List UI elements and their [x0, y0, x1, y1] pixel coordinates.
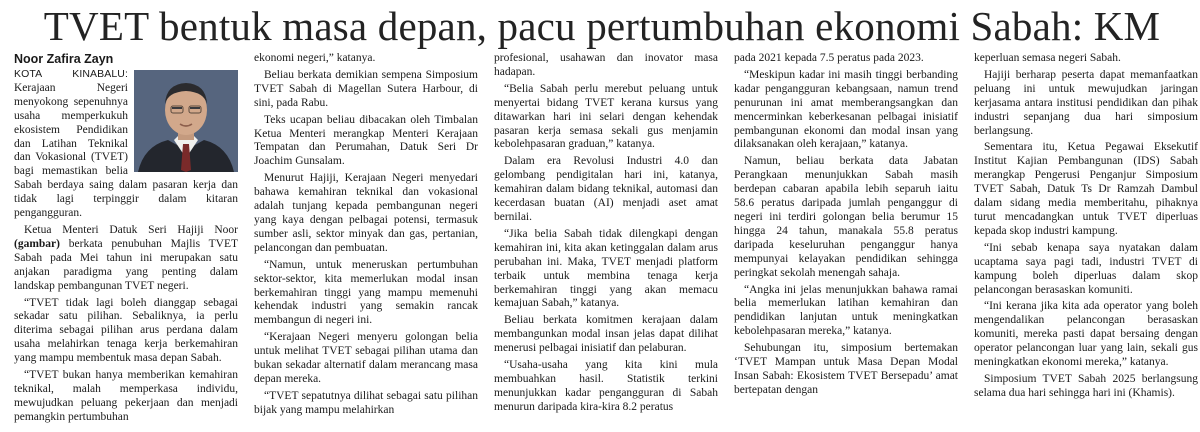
column-3: [494, 52, 718, 424]
paragraph: “Kerajaan Negeri menyeru golongan belia untuk melihat TVET sebagai pilihan utama dan bukan sekadar alternatif dalam merancang masa depan mereka.: [254, 331, 478, 385]
paragraph: “Angka ini jelas menunjukkan bahawa ramai belia memerlukan latihan kemahiran dan pendidikan lanjutan untuk meningkatkan kebolehpasaran mereka,” katanya.: [734, 283, 958, 338]
paragraph: profesional, usahawan dan inovator masa hadapan.: [494, 52, 718, 78]
paragraph: “Jika belia Sabah tidak dilengkapi dengan kemahiran ini, kita akan ketinggalan dalam arus perubahan ini. Maka, TVET menjadi platform terbaik untuk membina tenaga kerja berkemahiran tinggi yang akan memacu kemajuan Sabah,” katanya.: [494, 227, 718, 310]
paragraph: “Ini kerana jika kita ada operator yang boleh mengendalikan pelancongan berasaskan komuniti, mereka pasti dapat bersaing dengan operator pelancongan luar yang lain, sekali gus meningkatkan ekonomi mereka,” katanya.: [974, 300, 1198, 369]
paragraph: KOTA KINABALU: Kerajaan Negeri menyokong sepenuhnya usaha memperkukuh ekosistem Pendidikan dan Latihan Teknikal dan Vokasional (TVET) bagi memastikan belia Sabah berdaya saing dalam pasaran kerja dan tidak lagi terpinggir dalam kitaran pengangguran.: [14, 68, 238, 220]
column-5: [974, 52, 1198, 424]
paragraph: Simposium TVET Sabah 2025 berlangsung selama dua hari sehingga hari ini (Khamis).: [974, 372, 1198, 399]
paragraph: “Ini sebab kenapa saya nyatakan dalam ucaptama saya pagi tadi, industri TVET di kampung boleh diperluas dalam skop pelancongan berasaskan komuniti.: [974, 241, 1198, 296]
paragraph: ekonomi negeri,” katanya.: [254, 52, 376, 64]
paragraph: “Usaha-usaha yang kita kini mula membuahkan hasil. Statistik terkini menunjukkan kadar pengangguran di Sabah menurun daripada kira-kira 8.2 peratus: [494, 359, 718, 413]
paragraph: “Belia Sabah perlu merebut peluang untuk menyertai bidang TVET kerana kursus yang ditawarkan hari ini selari dengan kehendak pasaran kerja semasa sekali gus menjamin kebolehpasaran graduan,” katanya.: [494, 82, 718, 151]
byline: Noor Zafira Zayn: [14, 52, 114, 66]
paragraph: “Meskipun kadar ini masih tinggi berbanding kadar pengangguran kebangsaan, namun trend penurunan ini amat memberangsangkan dan mencerminkan keberkesanan pelbagai inisiatif pembangunan ekonomi dan modal insan yang dilaksanakan oleh kerajaan,” katanya.: [734, 68, 958, 151]
paragraph: Hajiji berharap peserta dapat memanfaatkan peluang ini untuk mewujudkan jaringan kerjasama antara institusi pendidikan dan pihak industri sepanjang dua hari simposium berlangsung.: [974, 68, 1198, 137]
paragraph: Beliau berkata komitmen kerajaan dalam membangunkan modal insan jelas dapat dilihat menerusi pelbagai inisiatif dan pelaburan.: [494, 314, 718, 355]
column-2: [254, 52, 478, 424]
portrait-photo: [134, 70, 238, 172]
column-1: [14, 52, 238, 424]
article-body: [14, 52, 1198, 424]
paragraph: Ketua Menteri Datuk Seri Hajiji Noor (gambar) berkata penubuhan Majlis TVET Sabah pada Mei tahun ini merupakan satu anjakan paradigma yang penting dalam landskap pembangunan TVET negeri.: [14, 223, 238, 292]
paragraph: Menurut Hajiji, Kerajaan Negeri menyedari bahawa kemahiran teknikal dan vokasional adalah tunjang kepada pembangunan negeri yang kaya dengan pelbagai potensi, termasuk sumber asli, sektor minyak dan gas, pertanian, pelancongan dan pembuatan.: [254, 172, 478, 254]
article-headline: TVET bentuk masa depan, pacu pertumbuhan ekonomi Sabah: KM: [43, 3, 1161, 49]
paragraph: Dalam era Revolusi Industri 4.0 dan gelombang pendigitalan hari ini, katanya, kemahiran dalam bidang teknikal, automasi dan kecerdasan buatan (AI) menjadi aset amat bernilai.: [494, 155, 718, 223]
dateline: KOTA KINABALU:: [14, 68, 128, 80]
paragraph: Beliau berkata demikian sempena Simposium TVET Sabah di Magellan Sutera Harbour, di sini, pada Rabu.: [254, 68, 478, 109]
column-4: [734, 52, 958, 424]
paragraph: Sehubungan itu, simposium bertemakan ‘TVET Mampan untuk Masa Depan Modal Insan Sabah: Ekosistem TVET Bersepadu’ amat bertepatan dengan: [734, 342, 958, 396]
paragraph: “TVET sepatutnya dilihat sebagai satu pilihan bijak yang mampu melahirkan: [254, 389, 478, 416]
paragraph: keperluan semasa negeri Sabah.: [974, 52, 1121, 64]
paragraph: “TVET bukan hanya memberikan kemahiran teknikal, malah memperkasa individu, mewujudkan peluang pekerjaan dan menjadi pemangkin pertumbuhan: [14, 369, 238, 423]
paragraph: “TVET tidak lagi boleh dianggap sebagai sekadar satu pilihan. Sebaliknya, ia perlu diterima sebagai pilihan arus perdana dalam usaha melahirkan tenaga kerja berkemahiran yang mampu membentuk masa depan Sabah.: [14, 296, 238, 365]
paragraph: Namun, beliau berkata data Jabatan Perangkaan menunjukkan Sabah masih berdepan cabaran apabila lebih separuh iaitu 58.6 peratus daripada jumlah penganggur di negeri ini terdiri golongan belia berumur 15 hingga 24 tahun, manakala 55.8 peratus daripada keseluruhan penganggur hanya mempunyai kelayakan pendidikan sehingga peringkat sekolah menengah sahaja.: [734, 155, 958, 279]
paragraph: Sementara itu, Ketua Pegawai Eksekutif Institut Kajian Pembangunan (IDS) Sabah merangkap Pengerusi Penganjur Simposium TVET Sabah, Datuk Ts Dr Ramzah Dambul dalam sidang media memberitahu, pihaknya turut mencadangkan untuk TVET diperluas kepada skop industri kampung.: [974, 141, 1198, 237]
paragraph: Teks ucapan beliau dibacakan oleh Timbalan Ketua Menteri merangkap Menteri Kerajaan Tempatan dan Perumahan, Datuk Seri Dr Joachim Gunsalam.: [254, 113, 478, 168]
portrait-illustration: [134, 70, 238, 172]
paragraph: “Namun, untuk meneruskan pertumbuhan sektor-sektor, kita memerlukan modal insan berkemahiran tinggi yang mampu memenuhi kehendak industri yang semakin rancak membangun di negeri ini.: [254, 258, 478, 327]
paragraph: pada 2021 kepada 7.5 peratus pada 2023.: [734, 52, 924, 64]
